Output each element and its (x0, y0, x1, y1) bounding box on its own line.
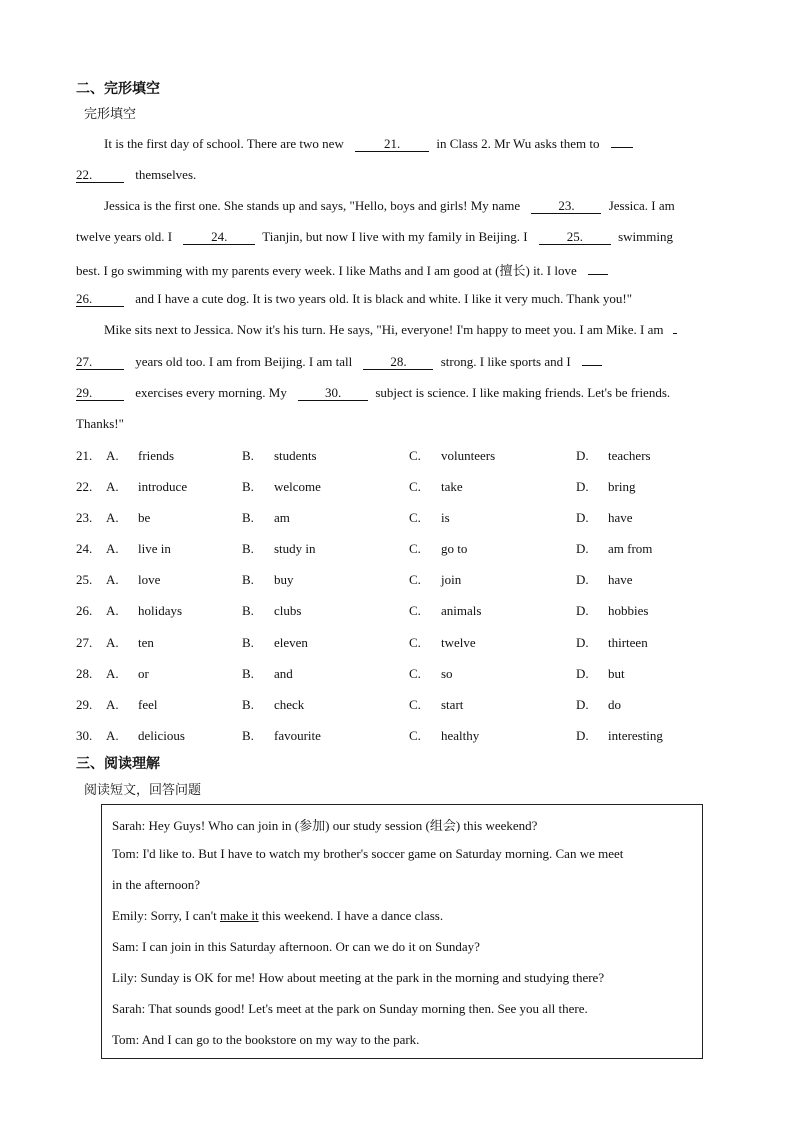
option-d[interactable]: am from (608, 541, 653, 556)
section-2-subheading: 完形填空 (84, 107, 137, 122)
section-2-heading: 二、完形填空 (76, 81, 160, 97)
question-number: 27. (76, 635, 93, 650)
blank-27-lead (673, 333, 677, 334)
option-b[interactable]: buy (274, 572, 294, 587)
option-a[interactable]: live in (138, 541, 171, 556)
question-row: 23. A. be B. am C. is D. have (76, 510, 633, 525)
question-number: 28. (76, 666, 93, 681)
question-row: 21. A. friends B. students C. volunteers D. teachers (76, 448, 651, 463)
option-a[interactable]: feel (138, 697, 158, 712)
blank-22-lead (611, 147, 633, 148)
question-row: 24. A. live in B. study in C. go to D. am from (76, 541, 653, 556)
option-a[interactable]: love (138, 572, 161, 587)
blank-24: 24. (183, 230, 255, 245)
passage-line-4: twelve years old. I 24. Tianjin, but now I live with my family in Beijing. I 25. swimming (76, 229, 673, 244)
blank-26-lead (588, 274, 608, 275)
blank-30: 30. (298, 386, 368, 401)
option-b[interactable]: and (274, 666, 293, 681)
blank-25: 25. (539, 230, 611, 245)
option-b[interactable]: clubs (274, 603, 302, 618)
passage-line-2: 22. themselves. (76, 167, 197, 182)
passage-line-5: best. I go swimming with my parents every week. I like Maths and I am good at (擅长) it. I love (76, 260, 612, 279)
option-d[interactable]: hobbies (608, 603, 649, 618)
blank-27: 27. (76, 355, 124, 370)
option-d[interactable]: thirteen (608, 635, 648, 650)
option-b[interactable]: eleven (274, 635, 308, 650)
question-number: 29. (76, 697, 93, 712)
option-c[interactable]: take (441, 479, 463, 494)
passage-line-9: 29. exercises every morning. My 30. subject is science. I like making friends. Let's be friends. (76, 385, 671, 400)
question-number: 26. (76, 603, 93, 618)
option-d[interactable]: have (608, 572, 633, 587)
option-a[interactable]: delicious (138, 728, 185, 743)
option-c[interactable]: twelve (441, 635, 476, 650)
option-a[interactable]: introduce (138, 479, 188, 494)
option-c[interactable]: join (441, 572, 462, 587)
question-row: 26. A. holidays B. clubs C. animals D. hobbies (76, 603, 649, 618)
question-row: 28. A. or B. and C. so D. but (76, 666, 625, 681)
passage-line-10: Thanks!" (76, 416, 124, 431)
underlined-phrase: make it (220, 908, 259, 923)
option-b[interactable]: study in (274, 541, 316, 556)
option-d[interactable]: interesting (608, 728, 663, 743)
section-3-subheading: 阅读短文，回答问题 (84, 783, 202, 798)
dialogue-line: Lily: Sunday is OK for me! How about meeting at the park in the morning and studying there? (112, 970, 605, 985)
option-c[interactable]: is (441, 510, 450, 525)
dialogue-line: Emily: Sorry, I can't make it this weekend. I have a dance class. (112, 908, 444, 923)
option-d[interactable]: but (608, 666, 625, 681)
passage-line-6: 26. and I have a cute dog. It is two years old. It is black and white. I like it very much. Thank you!" (76, 291, 633, 306)
option-d[interactable]: have (608, 510, 633, 525)
option-c[interactable]: healthy (441, 728, 480, 743)
dialogue-box (101, 804, 703, 1059)
blank-21: 21. (355, 137, 429, 152)
dialogue-line: Tom: And I can go to the bookstore on my way to the park. (112, 1032, 420, 1047)
question-row: 30. A. delicious B. favourite C. healthy D. interesting (76, 728, 663, 743)
blank-29-lead (582, 365, 602, 366)
blank-22: 22. (76, 168, 124, 183)
question-number: 21. (76, 448, 93, 463)
dialogue-line: in the afternoon? (112, 877, 201, 892)
blank-29: 29. (76, 386, 124, 401)
dialogue-line: Sam: I can join in this Saturday afternoon. Or can we do it on Sunday? (112, 939, 480, 954)
question-row: 25. A. love B. buy C. join D. have (76, 572, 633, 587)
question-number: 30. (76, 728, 93, 743)
option-b[interactable]: favourite (274, 728, 321, 743)
option-a[interactable]: friends (138, 448, 175, 463)
dialogue-line: Tom: I'd like to. But I have to watch my brother's soccer game on Saturday morning. Can we meet (112, 846, 624, 861)
question-number: 25. (76, 572, 93, 587)
passage-line-3: Jessica is the first one. She stands up and says, "Hello, boys and girls! My name 23. Jessica. I am (104, 198, 675, 213)
question-row: 27. A. ten B. eleven C. twelve D. thirteen (76, 635, 648, 650)
option-a[interactable]: or (138, 666, 149, 681)
option-d[interactable]: bring (608, 479, 636, 494)
passage-line-8: 27. years old too. I am from Beijing. I am tall 28. strong. I like sports and I (76, 354, 606, 370)
blank-23: 23. (531, 199, 601, 214)
option-d[interactable]: do (608, 697, 621, 712)
dialogue-line: Sarah: Hey Guys! Who can join in (参加) our study session (组会) this weekend? (112, 818, 538, 833)
option-c[interactable]: volunteers (441, 448, 496, 463)
option-a[interactable]: be (138, 510, 151, 525)
option-b[interactable]: students (274, 448, 317, 463)
question-number: 24. (76, 541, 93, 556)
option-c[interactable]: start (441, 697, 464, 712)
option-a[interactable]: holidays (138, 603, 183, 618)
option-c[interactable]: go to (441, 541, 468, 556)
dialogue-line: Sarah: That sounds good! Let's meet at the park on Sunday morning then. See you all there. (112, 1001, 588, 1016)
question-row: 22. A. introduce B. welcome C. take D. bring (76, 479, 636, 494)
passage-line-7: Mike sits next to Jessica. Now it's his turn. He says, "Hi, everyone! I'm happy to meet you. I am Mike. I am (104, 322, 681, 338)
option-d[interactable]: teachers (608, 448, 651, 463)
question-number: 22. (76, 479, 93, 494)
option-a[interactable]: ten (138, 635, 154, 650)
option-b[interactable]: welcome (274, 479, 321, 494)
blank-28: 28. (363, 355, 433, 370)
option-c[interactable]: so (441, 666, 453, 681)
option-b[interactable]: check (274, 697, 305, 712)
section-3-heading: 三、阅读理解 (76, 756, 160, 772)
passage-line-1: It is the first day of school. There are two new 21. in Class 2. Mr Wu asks them to (104, 136, 637, 152)
question-number: 23. (76, 510, 93, 525)
option-c[interactable]: animals (441, 603, 482, 618)
option-b[interactable]: am (274, 510, 290, 525)
question-row: 29. A. feel B. check C. start D. do (76, 697, 621, 712)
blank-26: 26. (76, 292, 124, 307)
